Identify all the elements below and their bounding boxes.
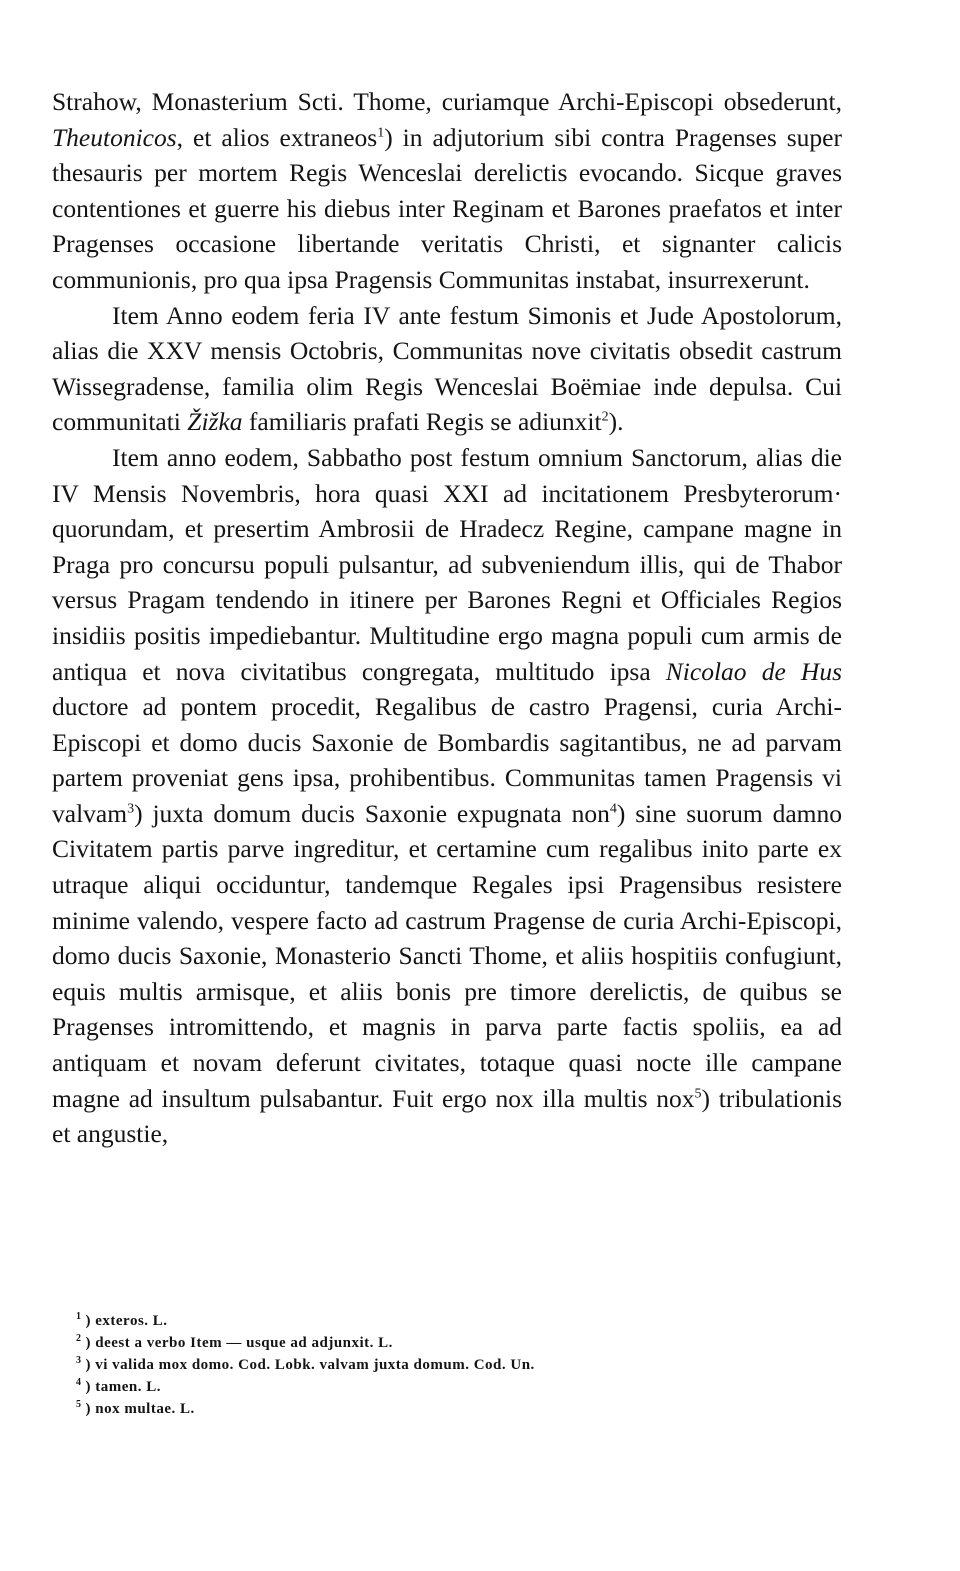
footnote-mark: 2	[76, 1333, 82, 1344]
text-run: Strahow, Monasterium Scti. Thome, curiamque Archi-Episcopi obsederunt,	[52, 87, 842, 116]
footnote-reference: 5	[694, 1086, 702, 1102]
text-run: ductore ad pontem procedit, Regalibus de castro Pragensi, curia Archi-Episcopi et domo ducis Saxonie de Bombardis sagitantibus, ne ad parvam partem proveniat gens ipsa, prohibentibus. Communitas tamen Pragensis vi valvam	[52, 692, 842, 828]
paragraph	[52, 298, 842, 440]
text-run: Item anno eodem, Sabbatho post festum omnium Sanctorum, alias die IV Mensis Novembris, hora quasi XXI ad incitationem Presbyterorum· quorundam, et presertim Ambrosii de Hradecz Regine, campane magne in Praga pro concursu populi pulsantur, ad subveniendum illis, qui de Thabor versus Pragam tendendo in itinere per Barones Regni et Officiales Regios insidiis positis impediebantur. Multitudine ergo magna populi cum armis de antiqua et nova civitatibus congregata, multitudo ipsa	[52, 442, 842, 686]
paragraph	[52, 84, 842, 298]
footnote-reference: 4	[609, 801, 617, 817]
footnote-mark: 1	[76, 1311, 82, 1322]
footnote	[76, 1354, 836, 1376]
footnote-reference: 3	[127, 801, 135, 817]
italic-name: Theutonicos	[52, 122, 177, 152]
italic-name: Nicolao de Hus	[665, 656, 843, 686]
footnote-text: ) deest a verbo Item — usque ad adjunxit. L.	[85, 1335, 393, 1351]
footnote-text: ) nox multae. L.	[85, 1401, 195, 1417]
footnote-text: ) exteros. L.	[85, 1313, 168, 1329]
footnote-mark: 3	[76, 1355, 82, 1366]
footnote	[76, 1332, 836, 1354]
body-text	[52, 84, 842, 1152]
text-run: ) in adjutorium sibi contra Pragenses super thesauris per mortem Regis Wenceslai derelictis evocando. Sicque graves contentiones et guerre his diebus inter Reginam et Barones praefatos et inter Pragenses occasione libertande veritatis Christi, et signanter calicis communionis, pro qua ipsa Pragensis Communitas instabat, insurrexerunt.	[52, 122, 842, 294]
footnote-reference: 2	[601, 409, 609, 425]
footnote	[76, 1310, 836, 1332]
footnote	[76, 1398, 836, 1420]
footnote	[76, 1376, 836, 1398]
footnote-mark: 4	[76, 1377, 82, 1388]
paragraph	[52, 440, 842, 1152]
footnote-mark: 5	[76, 1399, 82, 1410]
footnote-text: ) vi valida mox domo. Cod. Lobk. valvam juxta domum. Cod. Un.	[85, 1357, 535, 1373]
text-run: ).	[608, 407, 624, 437]
footnotes	[76, 1310, 836, 1420]
text-run: ) juxta domum ducis Saxonie expugnata non	[134, 798, 610, 828]
italic-name: Žižka	[187, 407, 243, 437]
text-run: ) sine suorum damno Civitatem partis parve ingreditur, et certamine cum regalibus inito parte ex utraque aliqui occiduntur, tandemque Regales ipsi Pragensibus resistere minime valendo, vespere facto ad castrum Pragense de curia Archi-Episcopi, domo ducis Saxonie, Monasterio Sancti Thome, et aliis hospitiis confugiunt, equis multis armisque, et aliis bonis pre timore derelictis, de quibus se Pragenses intromittendo, et magnis in parva parte factis spoliis, ea ad antiquam et novam deferunt civitates, totaque quasi nocte ille campane magne ad insultum pulsabantur. Fuit ergo nox illa multis nox	[52, 798, 842, 1113]
footnote-text: ) tamen. L.	[85, 1379, 161, 1395]
text-run: , et alios extraneos	[176, 122, 378, 152]
text-run: familiaris prafati Regis se adiunxit	[242, 407, 602, 437]
text-run: Item Anno eodem feria IV ante festum Simonis et Jude Apostolorum, alias die XXV mensis Octobris, Communitas nove civitatis obsedit castrum Wissegradense, familia olim Regis Wenceslai Boëmiae inde depulsa. Cui communitati	[52, 300, 842, 437]
footnote-reference: 1	[377, 125, 385, 141]
text-run: ) tribulationis et angustie,	[52, 1083, 843, 1149]
